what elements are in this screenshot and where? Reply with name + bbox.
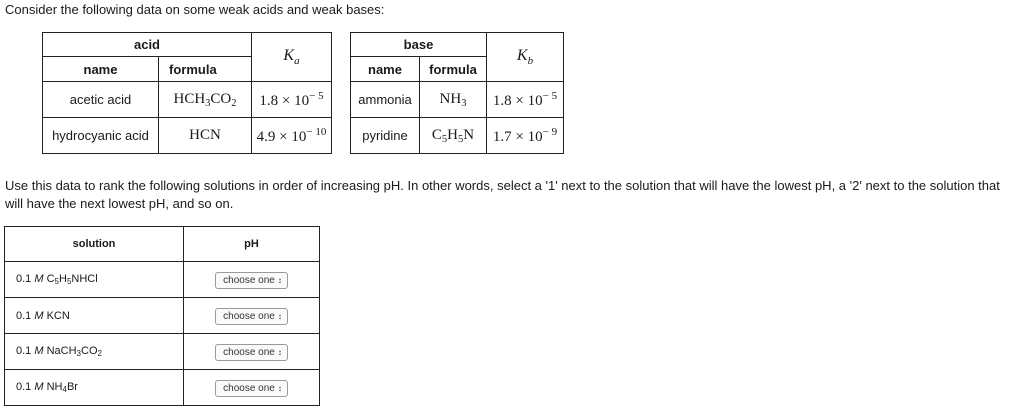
ka-value-cell: $1.8 \times 10^{- 5}$	[252, 82, 332, 118]
ph-ranking-table	[4, 226, 320, 406]
ka-subscript: a	[294, 55, 300, 68]
ph-rank-select[interactable]: choose one ↕	[215, 308, 288, 325]
ph-select-cell	[184, 298, 320, 334]
solution-cell: 0.1 M $NH_4Br$	[5, 370, 184, 406]
ph-header: pH	[184, 227, 320, 262]
base-data-table	[350, 32, 564, 154]
kb-value-cell: $1.8 \times 10^{- 5}$	[487, 82, 564, 118]
ka-value-cell: $4.9 \times 10^{- 10}$	[252, 118, 332, 154]
acid-name-cell: acetic acid	[43, 82, 159, 118]
ph-select-cell	[184, 334, 320, 370]
select-arrows-icon: ↕	[277, 384, 282, 393]
ph-select-cell	[184, 262, 320, 298]
select-arrows-icon: ↕	[277, 348, 282, 357]
solution-cell: 0.1 M KCN	[5, 298, 184, 334]
acid-group-header: acid	[43, 33, 252, 57]
acid-row-hydrocyanic	[43, 118, 332, 154]
kb-value-cell: $1.7 \times 10^{- 9}$	[487, 118, 564, 154]
ph-rank-select[interactable]: choose one ↕	[215, 272, 288, 289]
ka-symbol: K	[283, 46, 295, 64]
solution-cell: 0.1 M $C_5H_5NHCl$	[5, 262, 184, 298]
solution-row	[5, 370, 320, 406]
kb-symbol: K	[516, 46, 528, 64]
base-formula-header: formula	[420, 57, 487, 82]
select-arrows-icon: ↕	[277, 276, 282, 285]
solution-row	[5, 334, 320, 370]
ka-header	[252, 33, 332, 82]
solution-row	[5, 262, 320, 298]
ph-rank-select[interactable]: choose one ↕	[215, 344, 288, 361]
kb-header	[487, 33, 564, 82]
acid-formula-cell: HCN	[159, 118, 252, 154]
solution-row	[5, 298, 320, 334]
select-arrows-icon: ↕	[277, 312, 282, 321]
acid-row-acetic	[43, 82, 332, 118]
acid-formula-cell: $HCH_3CO_2$	[159, 82, 252, 118]
acid-data-table	[42, 32, 332, 154]
base-formula-cell: $NH_3$	[420, 82, 487, 118]
acid-name-header: name	[43, 57, 159, 82]
base-name-cell: pyridine	[351, 118, 420, 154]
acid-formula-header: formula	[159, 57, 252, 82]
solution-cell: 0.1 M $NaCH_3CO_2$	[5, 334, 184, 370]
instructions-text: Use this data to rank the following solutions in order of increasing pH. In other words, select a '1' next to the solution that will have the lowest pH, a '2' next to the solution that will have the next lowest pH, and so on.	[5, 178, 1000, 211]
ph-rank-select[interactable]: choose one ↕	[215, 380, 288, 397]
kb-subscript: b	[527, 55, 534, 68]
base-name-cell: ammonia	[351, 82, 420, 118]
base-row-pyridine	[351, 118, 564, 154]
acid-name-cell: hydrocyanic acid	[43, 118, 159, 154]
ph-select-cell	[184, 370, 320, 406]
solution-header: solution	[5, 227, 184, 262]
base-formula-cell: $C_5H_5N$	[420, 118, 487, 154]
base-name-header: name	[351, 57, 420, 82]
intro-text: Consider the following data on some weak acids and weak bases:	[5, 2, 385, 17]
base-group-header: base	[351, 33, 487, 57]
base-row-ammonia	[351, 82, 564, 118]
